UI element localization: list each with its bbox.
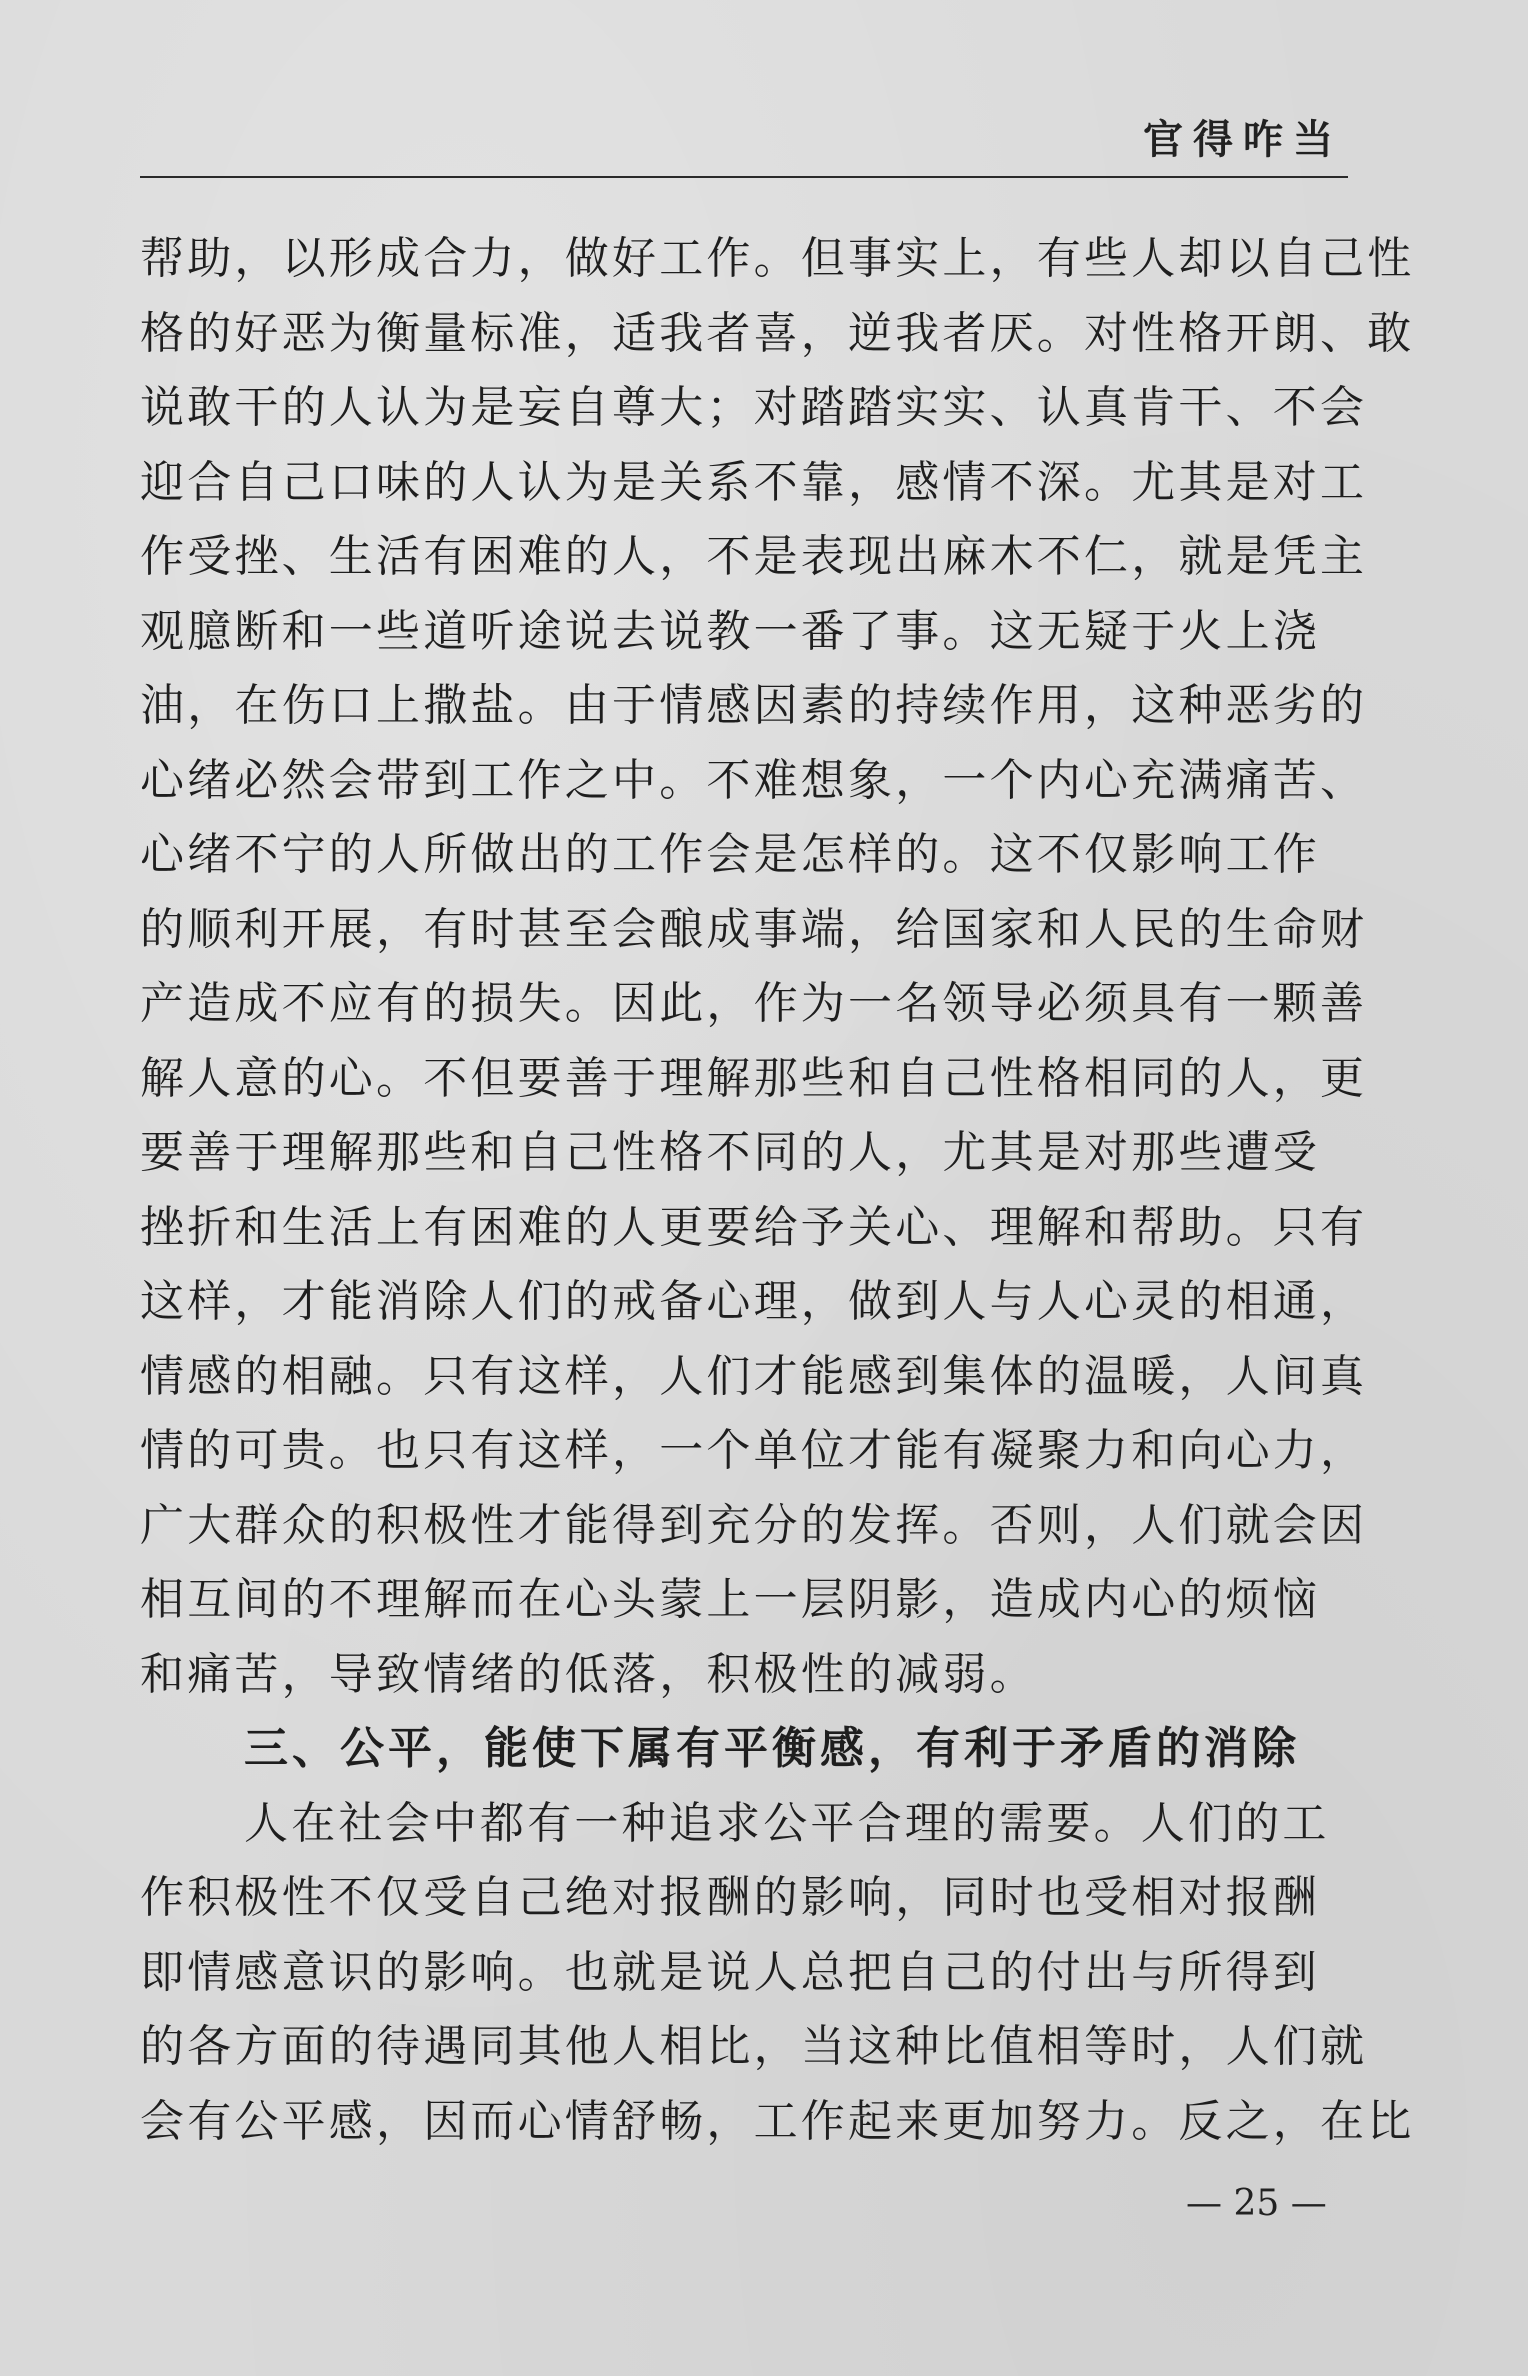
text-line: 解人意的心。不但要善于理解那些和自己性格相同的人，更	[140, 1052, 1368, 1104]
page-number: — 25 —	[1186, 2183, 1327, 2224]
text-line: 即情感意识的影响。也就是说人总把自己的付出与所得到	[140, 1946, 1320, 1998]
text-line: 作积极性不仅受自己绝对报酬的影响，同时也受相对报酬	[140, 1872, 1320, 1923]
header-rule	[140, 176, 1348, 178]
text-line: 说敢干的人认为是妄自尊大；对踏踏实实、认真肯干、不会	[140, 382, 1368, 433]
text-line: 要善于理解那些和自己性格不同的人，尤其是对那些遭受	[140, 1127, 1320, 1178]
text-line: 格的好恶为衡量标准，适我者喜，逆我者厌。对性格开朗、敢	[140, 307, 1415, 359]
text-line: 挫折和生活上有困难的人更要给予关心、理解和帮助。只有	[140, 1201, 1368, 1253]
text-line: 情的可贵。也只有这样，一个单位才能有凝聚力和向心力，	[140, 1425, 1368, 1476]
text-line: 相互间的不理解而在心头蒙上一层阴影，造成内心的烦恼	[140, 1574, 1320, 1625]
text-line: 观臆断和一些道听途说去说教一番了事。这无疑于火上浇	[140, 605, 1320, 657]
text-line: 的各方面的待遇同其他人相比，当这种比值相等时，人们就	[140, 2021, 1368, 2072]
body-text	[140, 222, 1415, 2159]
text-line: 迎合自己口味的人认为是关系不靠，感情不深。尤其是对工	[140, 456, 1368, 508]
text-line: 情感的相融。只有这样，人们才能感到集体的温暖，人间真	[140, 1350, 1368, 1402]
text-line: 广大群众的积极性才能得到充分的发挥。否则，人们就会因	[140, 1499, 1368, 1551]
section-heading: 三、公平，能使下属有平衡感，有利于矛盾的消除	[244, 1723, 1300, 1774]
running-head: 官得咋当	[1143, 117, 1343, 163]
text-line: 帮助，以形成合力，做好工作。但事实上，有些人却以自己性	[140, 233, 1415, 284]
text-line: 的顺利开展，有时甚至会酿成事端，给国家和人民的生命财	[140, 903, 1368, 955]
text-line: 心绪必然会带到工作之中。不难想象，一个内心充满痛苦、	[140, 754, 1368, 806]
text-line: 这样，才能消除人们的戒备心理，做到人与人心灵的相通，	[140, 1276, 1368, 1327]
text-line: 和痛苦，导致情绪的低落，积极性的减弱。	[140, 1648, 1037, 1700]
text-line: 油，在伤口上撒盐。由于情感因素的持续作用，这种恶劣的	[140, 680, 1368, 731]
text-line: 产造成不应有的损失。因此，作为一名领导必须具有一颗善	[140, 978, 1368, 1029]
text-line: 作受挫、生活有困难的人，不是表现出麻木不仁，就是凭主	[140, 531, 1368, 582]
text-line: 会有公平感，因而心情舒畅，工作起来更加努力。反之，在比	[140, 2095, 1415, 2147]
text-line: 心绪不宁的人所做出的工作会是怎样的。这不仅影响工作	[140, 829, 1320, 880]
text-line: 人在社会中都有一种追求公平合理的需要。人们的工	[244, 1797, 1330, 1849]
